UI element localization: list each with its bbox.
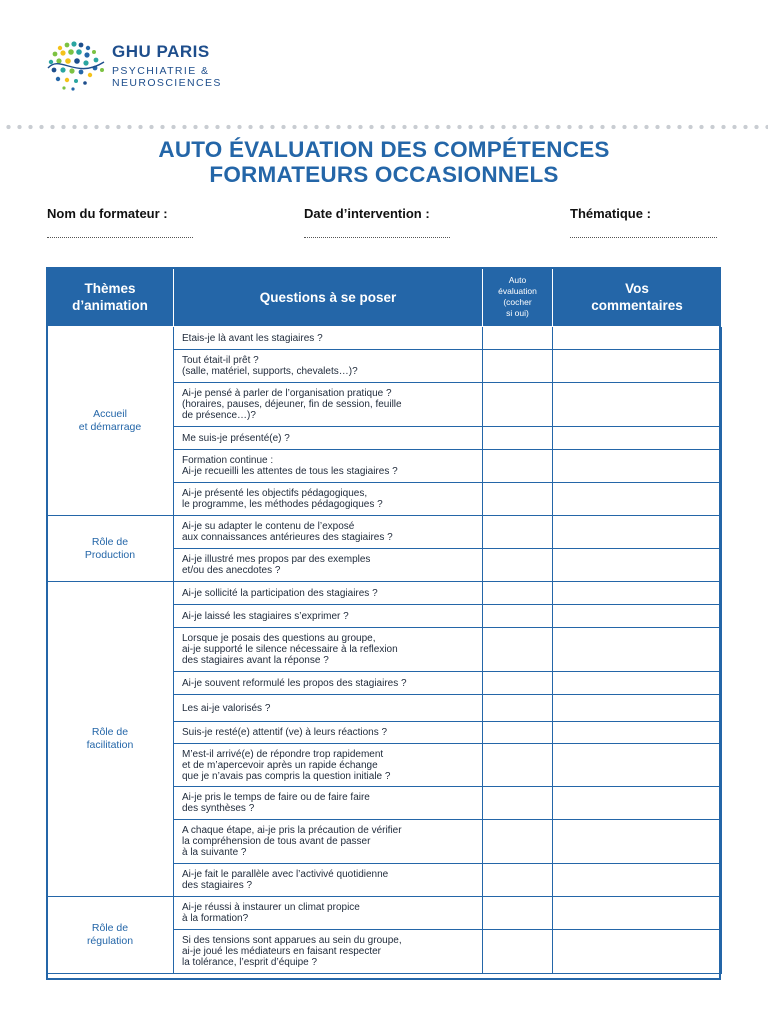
- question-cell: Ai-je su adapter le contenu de l’exposé aux connaissances antérieures des stagiaires ?: [174, 516, 483, 549]
- question-cell: Ai-je sollicité la participation des stagiaires ?: [174, 582, 483, 605]
- auto-evaluation-checkbox-cell[interactable]: [483, 787, 553, 820]
- theme-field[interactable]: [570, 236, 717, 238]
- question-cell: Ai-je pensé à parler de l’organisation pratique ? (horaires, pauses, déjeuner, fin de session, feuille de présence…)?: [174, 383, 483, 427]
- header-comments: Vos commentaires: [553, 268, 722, 327]
- theme-cell: Rôle de Production: [47, 516, 174, 582]
- table-body: [47, 327, 722, 974]
- page-title-line1: AUTO ÉVALUATION DES COMPÉTENCES: [158, 137, 610, 162]
- question-cell: Ai-je illustré mes propos par des exemples et/ou des anecdotes ?: [174, 549, 483, 582]
- comment-cell[interactable]: [553, 383, 722, 427]
- comment-cell[interactable]: [553, 930, 722, 974]
- auto-evaluation-checkbox-cell[interactable]: [483, 695, 553, 722]
- question-cell: Formation continue : Ai-je recueilli les attentes de tous les stagiaires ?: [174, 450, 483, 483]
- theme-cell: Rôle de facilitation: [47, 582, 174, 897]
- comment-cell[interactable]: [553, 427, 722, 450]
- table-row: [47, 897, 722, 930]
- auto-evaluation-checkbox-cell[interactable]: [483, 722, 553, 744]
- comment-cell[interactable]: [553, 722, 722, 744]
- comment-cell[interactable]: [553, 897, 722, 930]
- auto-evaluation-checkbox-cell[interactable]: [483, 582, 553, 605]
- question-cell: Ai-je réussi à instaurer un climat propice à la formation?: [174, 897, 483, 930]
- header-questions: Questions à se poser: [174, 268, 483, 327]
- logo: [46, 40, 246, 96]
- question-cell: Etais-je là avant les stagiaires ?: [174, 327, 483, 350]
- auto-evaluation-checkbox-cell[interactable]: [483, 744, 553, 787]
- theme-cell: Accueil et démarrage: [47, 327, 174, 516]
- logo-subtitle-line1: PSYCHIATRIE &: [112, 65, 210, 77]
- comment-cell[interactable]: [553, 744, 722, 787]
- table-row: [47, 327, 722, 350]
- date-field[interactable]: [304, 236, 450, 238]
- comment-cell[interactable]: [553, 695, 722, 722]
- trainer-name-label: Nom du formateur :: [47, 206, 168, 221]
- logo-subtitle-line2: NEUROSCIENCES: [112, 77, 222, 89]
- auto-evaluation-checkbox-cell[interactable]: [483, 450, 553, 483]
- header-auto-evaluation: Auto évaluation (cocher si oui): [483, 268, 553, 327]
- page-title-line2: FORMATEURS OCCASIONNELS: [209, 162, 559, 187]
- question-cell: Ai-je laissé les stagiaires s’exprimer ?: [174, 605, 483, 628]
- comment-cell[interactable]: [553, 350, 722, 383]
- dotted-separator: [0, 124, 768, 130]
- comment-cell[interactable]: [553, 672, 722, 695]
- question-cell: Lorsque je posais des questions au groupe, ai-je supporté le silence nécessaire à la reflexion des stagiaires avant la réponse ?: [174, 628, 483, 672]
- theme-label: Thématique :: [570, 206, 651, 221]
- auto-evaluation-checkbox-cell[interactable]: [483, 327, 553, 350]
- table-row: [47, 516, 722, 549]
- header-themes: Thèmes d’animation: [47, 268, 174, 327]
- trainer-name-field[interactable]: [47, 236, 193, 238]
- auto-evaluation-checkbox-cell[interactable]: [483, 549, 553, 582]
- auto-evaluation-checkbox-cell[interactable]: [483, 672, 553, 695]
- question-cell: Ai-je fait le parallèle avec l’activivé quotidienne des stagiaires ?: [174, 864, 483, 897]
- auto-evaluation-checkbox-cell[interactable]: [483, 897, 553, 930]
- comment-cell[interactable]: [553, 605, 722, 628]
- question-cell: Les ai-je valorisés ?: [174, 695, 483, 722]
- auto-evaluation-checkbox-cell[interactable]: [483, 483, 553, 516]
- auto-evaluation-checkbox-cell[interactable]: [483, 864, 553, 897]
- auto-evaluation-checkbox-cell[interactable]: [483, 350, 553, 383]
- comment-cell[interactable]: [553, 628, 722, 672]
- question-cell: Suis-je resté(e) attentif (ve) à leurs réactions ?: [174, 722, 483, 744]
- comment-cell[interactable]: [553, 820, 722, 864]
- auto-evaluation-checkbox-cell[interactable]: [483, 427, 553, 450]
- question-cell: A chaque étape, ai-je pris la précaution de vérifier la compréhension de tous avant de passer à la suivante ?: [174, 820, 483, 864]
- question-cell: Ai-je souvent reformulé les propos des stagiaires ?: [174, 672, 483, 695]
- date-label: Date d’intervention :: [304, 206, 430, 221]
- question-cell: Me suis-je présenté(e) ?: [174, 427, 483, 450]
- question-cell: M’est-il arrivé(e) de répondre trop rapidement et de m’apercevoir après un rapide échange que je n’avais pas compris la question initiale ?: [174, 744, 483, 787]
- comment-cell[interactable]: [553, 327, 722, 350]
- auto-evaluation-checkbox-cell[interactable]: [483, 820, 553, 864]
- comment-cell[interactable]: [553, 549, 722, 582]
- auto-evaluation-checkbox-cell[interactable]: [483, 930, 553, 974]
- auto-evaluation-checkbox-cell[interactable]: [483, 628, 553, 672]
- comment-cell[interactable]: [553, 864, 722, 897]
- comment-cell[interactable]: [553, 787, 722, 820]
- question-cell: Si des tensions sont apparues au sein du groupe, ai-je joué les médiateurs en faisant respecter la tolérance, l’esprit d’équipe ?: [174, 930, 483, 974]
- question-cell: Ai-je présenté les objectifs pédagogiques, le programme, les méthodes pédagogiques ?: [174, 483, 483, 516]
- question-cell: Tout était-il prêt ? (salle, matériel, supports, chevalets…)?: [174, 350, 483, 383]
- logo-dots-icon: [46, 40, 108, 94]
- comment-cell[interactable]: [553, 450, 722, 483]
- logo-subtitle: [112, 65, 222, 89]
- auto-evaluation-checkbox-cell[interactable]: [483, 516, 553, 549]
- comment-cell[interactable]: [553, 582, 722, 605]
- evaluation-table: [46, 267, 722, 974]
- question-cell: Ai-je pris le temps de faire ou de faire faire des synthèses ?: [174, 787, 483, 820]
- table-header-row: [47, 268, 722, 327]
- comment-cell[interactable]: [553, 483, 722, 516]
- logo-name: GHU PARIS: [112, 42, 210, 61]
- auto-evaluation-checkbox-cell[interactable]: [483, 383, 553, 427]
- theme-cell: Rôle de régulation: [47, 897, 174, 974]
- auto-evaluation-checkbox-cell[interactable]: [483, 605, 553, 628]
- table-row: [47, 582, 722, 605]
- comment-cell[interactable]: [553, 516, 722, 549]
